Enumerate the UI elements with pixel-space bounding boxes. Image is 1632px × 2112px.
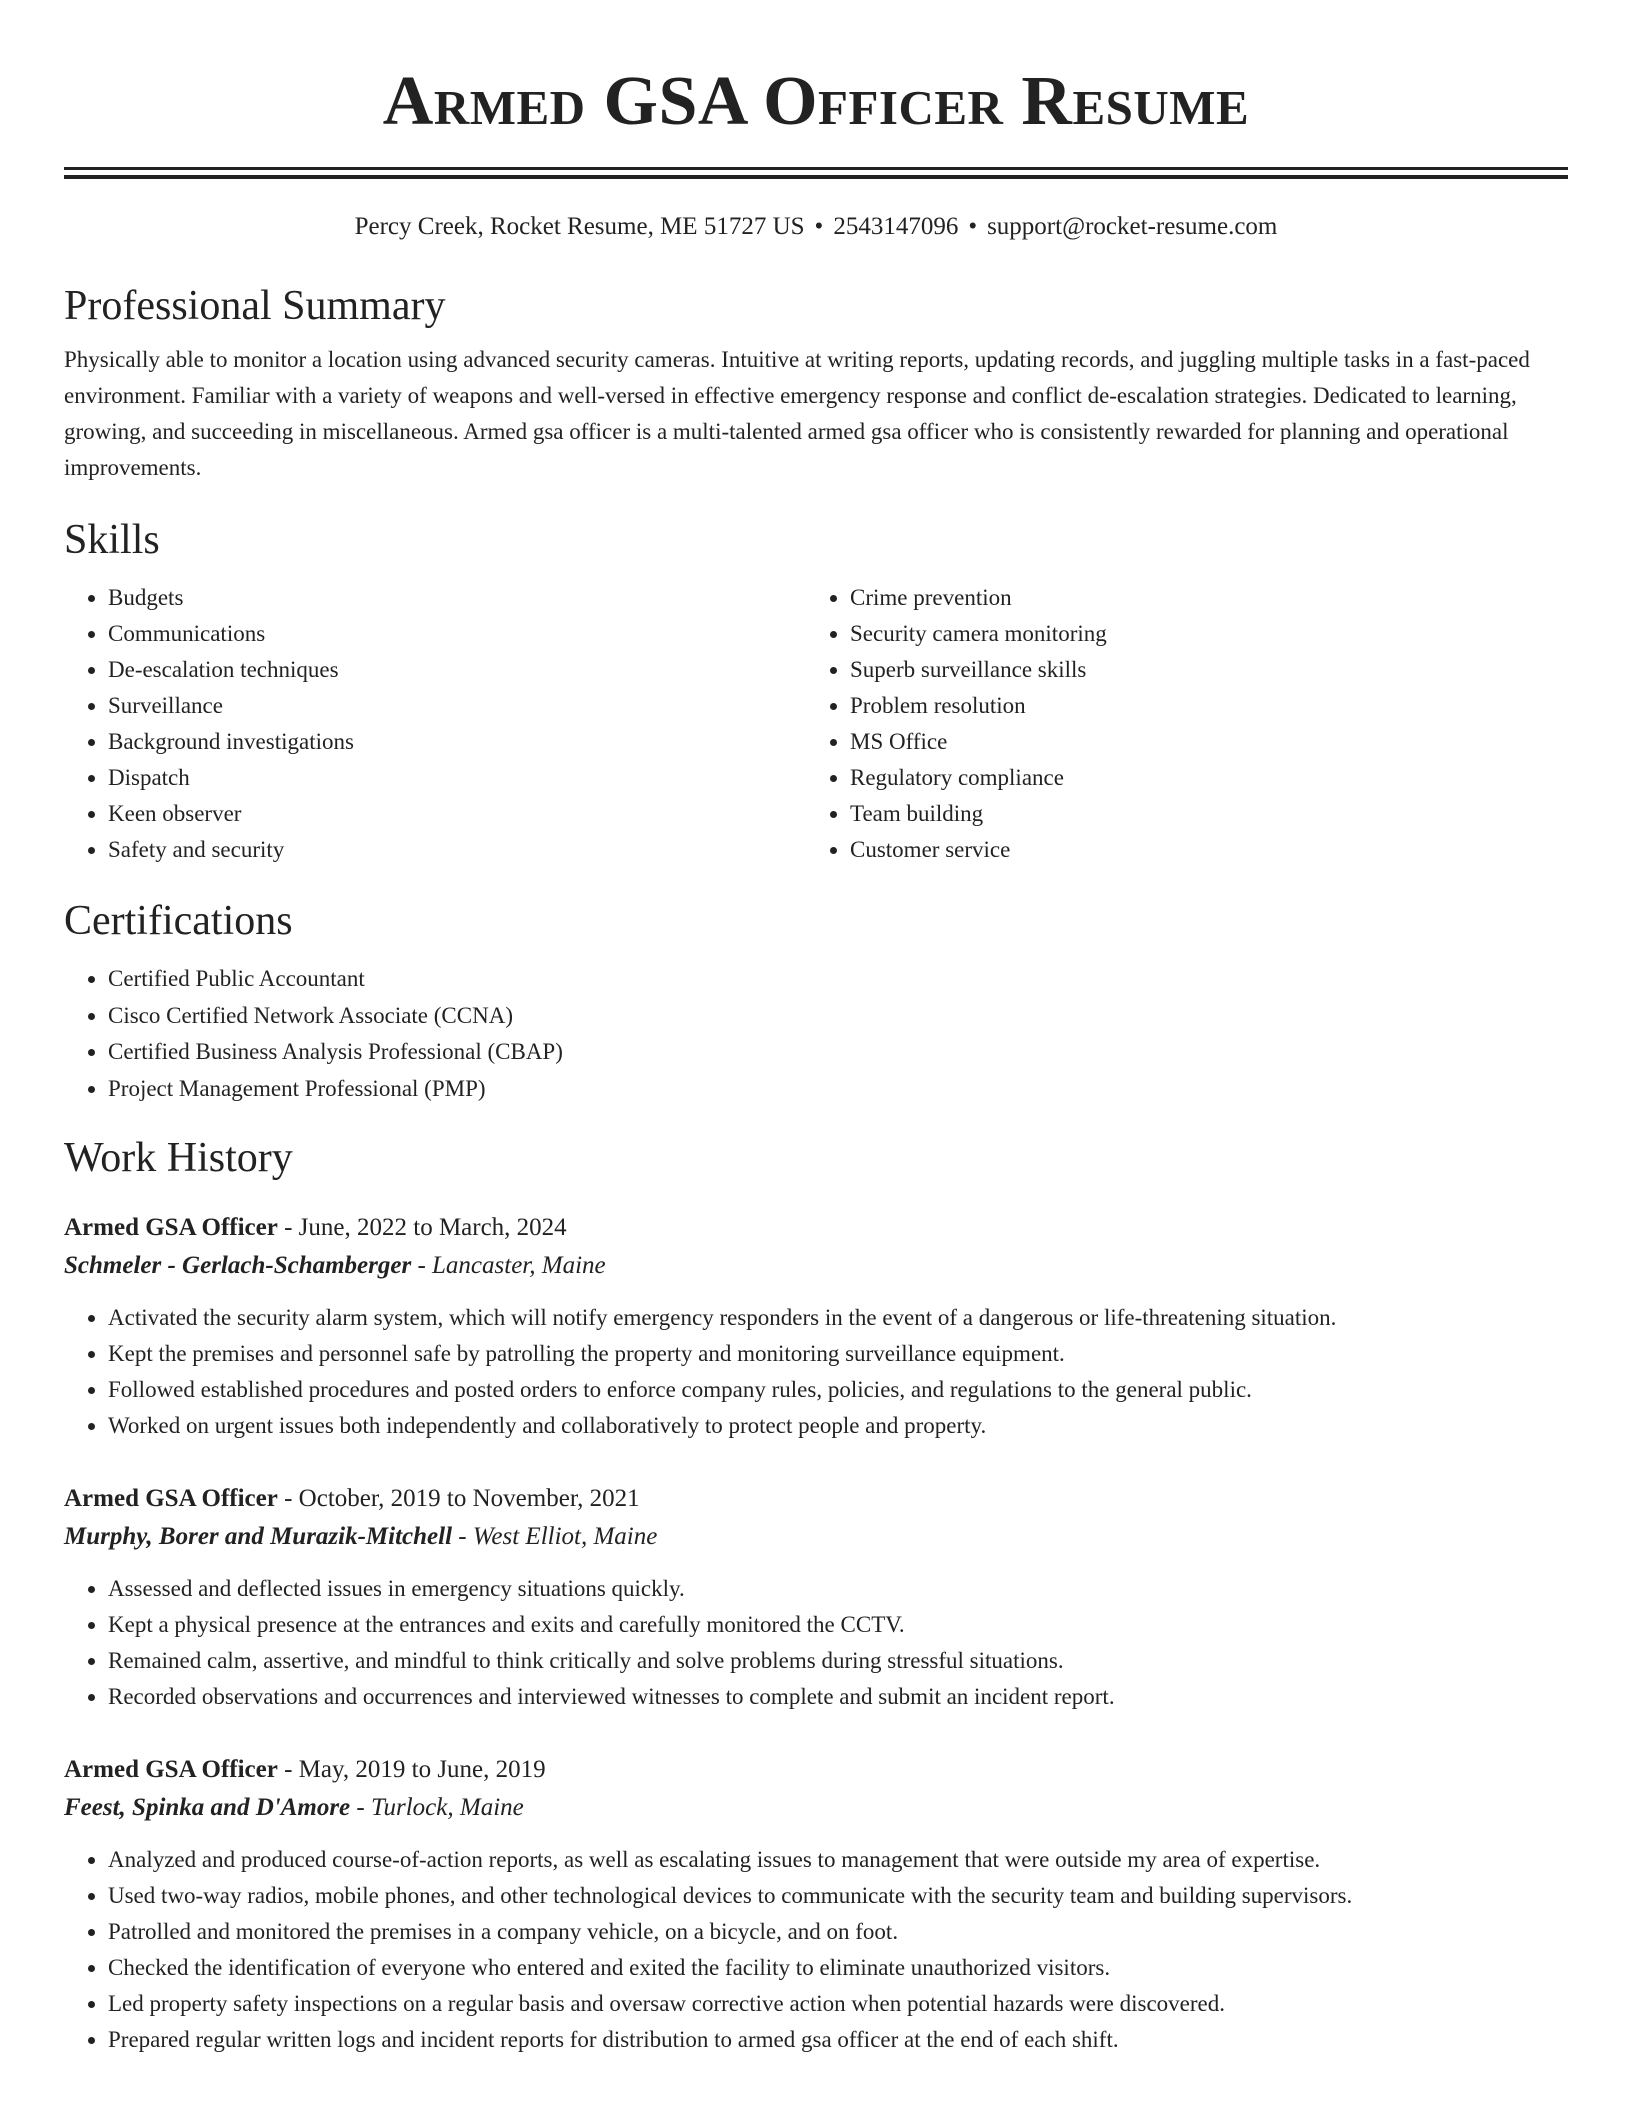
skill-item: • MS Office <box>850 724 1548 760</box>
title-rule-top <box>64 167 1568 170</box>
job-location: - Turlock, Maine <box>350 1794 524 1821</box>
summary-heading: Professional Summary <box>64 283 446 329</box>
skill-item: • Customer service <box>850 832 1548 868</box>
skill-item: • Background investigations <box>108 724 806 760</box>
job-company: Schmeler - Gerlach-Schamberger <box>64 1252 412 1279</box>
certifications-list <box>64 961 1568 1107</box>
job-company: Murphy, Borer and Murazik-Mitchell <box>64 1523 453 1550</box>
job-title-line <box>64 1480 1568 1518</box>
skills-column-left <box>64 580 806 868</box>
contact-separator: • <box>814 213 824 240</box>
job-location: - West Elliot, Maine <box>452 1523 658 1550</box>
certifications-heading: Certifications <box>64 898 293 944</box>
work-history-heading: Work History <box>64 1135 293 1181</box>
job-company-line <box>64 1247 1568 1285</box>
job-bullet: • Patrolled and monitored the premises in a company vehicle, on a bicycle, and on foot. <box>108 1914 1568 1950</box>
job-title-line <box>64 1751 1568 1789</box>
job-bullet: • Worked on urgent issues both independently and collaboratively to protect people and property. <box>108 1408 1568 1444</box>
job-title: Armed GSA Officer <box>64 1485 278 1512</box>
job-dates: - May, 2019 to June, 2019 <box>277 1756 546 1783</box>
job-bullet: • Remained calm, assertive, and mindful to think critically and solve problems during stressful situations. <box>108 1643 1568 1679</box>
job-entry <box>64 1209 1568 1444</box>
job-bullet: • Prepared regular written logs and incident reports for distribution to armed gsa officer at the end of each shift. <box>108 2022 1568 2058</box>
skill-item: • Superb surveillance skills <box>850 652 1548 688</box>
job-bullet: • Led property safety inspections on a regular basis and oversaw corrective action when potential hazards were discovered. <box>108 1986 1568 2022</box>
skill-item: • Safety and security <box>108 832 806 868</box>
title-rule-bottom <box>64 175 1568 179</box>
certification-item: • Certified Business Analysis Professional (CBAP) <box>108 1034 1568 1071</box>
contact-address: Percy Creek, Rocket Resume, ME 51727 US <box>354 213 805 240</box>
contact-separator: • <box>968 213 978 240</box>
job-title-line <box>64 1209 1568 1247</box>
job-entry <box>64 1480 1568 1715</box>
certification-item: • Project Management Professional (PMP) <box>108 1071 1568 1108</box>
skill-item: • Regulatory compliance <box>850 760 1548 796</box>
job-bullet: • Checked the identification of everyone who entered and exited the facility to eliminate unauthorized visitors. <box>108 1950 1568 1986</box>
skill-item: • Keen observer <box>108 796 806 832</box>
job-dates: - June, 2022 to March, 2024 <box>277 1214 567 1241</box>
skills-columns <box>64 580 1568 868</box>
job-entry <box>64 1751 1568 2058</box>
skills-list-right <box>806 580 1548 868</box>
skill-item: • Dispatch <box>108 760 806 796</box>
skill-item: • Communications <box>108 616 806 652</box>
skills-list-left <box>64 580 806 868</box>
job-title: Armed GSA Officer <box>64 1756 278 1783</box>
summary-text: Physically able to monitor a location using advanced security cameras. Intuitive at writing reports, updating records, and juggling multiple tasks in a fast-paced environment. Familiar with a variety of weapons and well-versed in effective emergency response and conflict de-escalation strategies. Dedicated to learning, growing, and succeeding in miscellaneous. Armed gsa officer is a multi-talented armed gsa officer who is consistently rewarded for planning and operational improvements. <box>64 347 1530 480</box>
certification-item: • Cisco Certified Network Associate (CCNA) <box>108 998 1568 1035</box>
job-bullets <box>64 1300 1568 1444</box>
job-bullet: • Kept the premises and personnel safe by patrolling the property and monitoring surveillance equipment. <box>108 1336 1568 1372</box>
job-company: Feest, Spinka and D'Amore <box>64 1794 351 1821</box>
certification-item: • Certified Public Accountant <box>108 961 1568 998</box>
skill-item: • Budgets <box>108 580 806 616</box>
job-title: Armed GSA Officer <box>64 1214 278 1241</box>
job-bullet: • Analyzed and produced course-of-action reports, as well as escalating issues to management that were outside my area of expertise. <box>108 1842 1568 1878</box>
skills-column-right <box>806 580 1548 868</box>
skill-item: • Security camera monitoring <box>850 616 1548 652</box>
job-bullet: • Activated the security alarm system, which will notify emergency responders in the event of a dangerous or life-threatening situation. <box>108 1300 1568 1336</box>
job-bullet: • Followed established procedures and posted orders to enforce company rules, policies, and regulations to the general public. <box>108 1372 1568 1408</box>
job-bullets <box>64 1571 1568 1715</box>
skill-item: • Problem resolution <box>850 688 1548 724</box>
skill-item: • Team building <box>850 796 1548 832</box>
job-bullets <box>64 1842 1568 2058</box>
job-company-line <box>64 1789 1568 1827</box>
skills-heading: Skills <box>64 517 160 563</box>
job-company-line <box>64 1518 1568 1556</box>
job-bullet: • Assessed and deflected issues in emergency situations quickly. <box>108 1571 1568 1607</box>
contact-line <box>64 212 1568 242</box>
contact-email[interactable]: support@rocket-resume.com <box>987 213 1278 240</box>
job-dates: - October, 2019 to November, 2021 <box>277 1485 640 1512</box>
contact-phone: 2543147096 <box>833 213 959 240</box>
resume-title: Armed GSA Officer Resume <box>382 63 1250 140</box>
job-bullet: • Kept a physical presence at the entrances and exits and carefully monitored the CCTV. <box>108 1607 1568 1643</box>
job-bullet: • Recorded observations and occurrences and interviewed witnesses to complete and submit an incident report. <box>108 1679 1568 1715</box>
skill-item: • Crime prevention <box>850 580 1548 616</box>
job-location: - Lancaster, Maine <box>411 1252 606 1279</box>
skill-item: • Surveillance <box>108 688 806 724</box>
job-bullet: • Used two-way radios, mobile phones, and other technological devices to communicate with the security team and building supervisors. <box>108 1878 1568 1914</box>
skill-item: • De-escalation techniques <box>108 652 806 688</box>
